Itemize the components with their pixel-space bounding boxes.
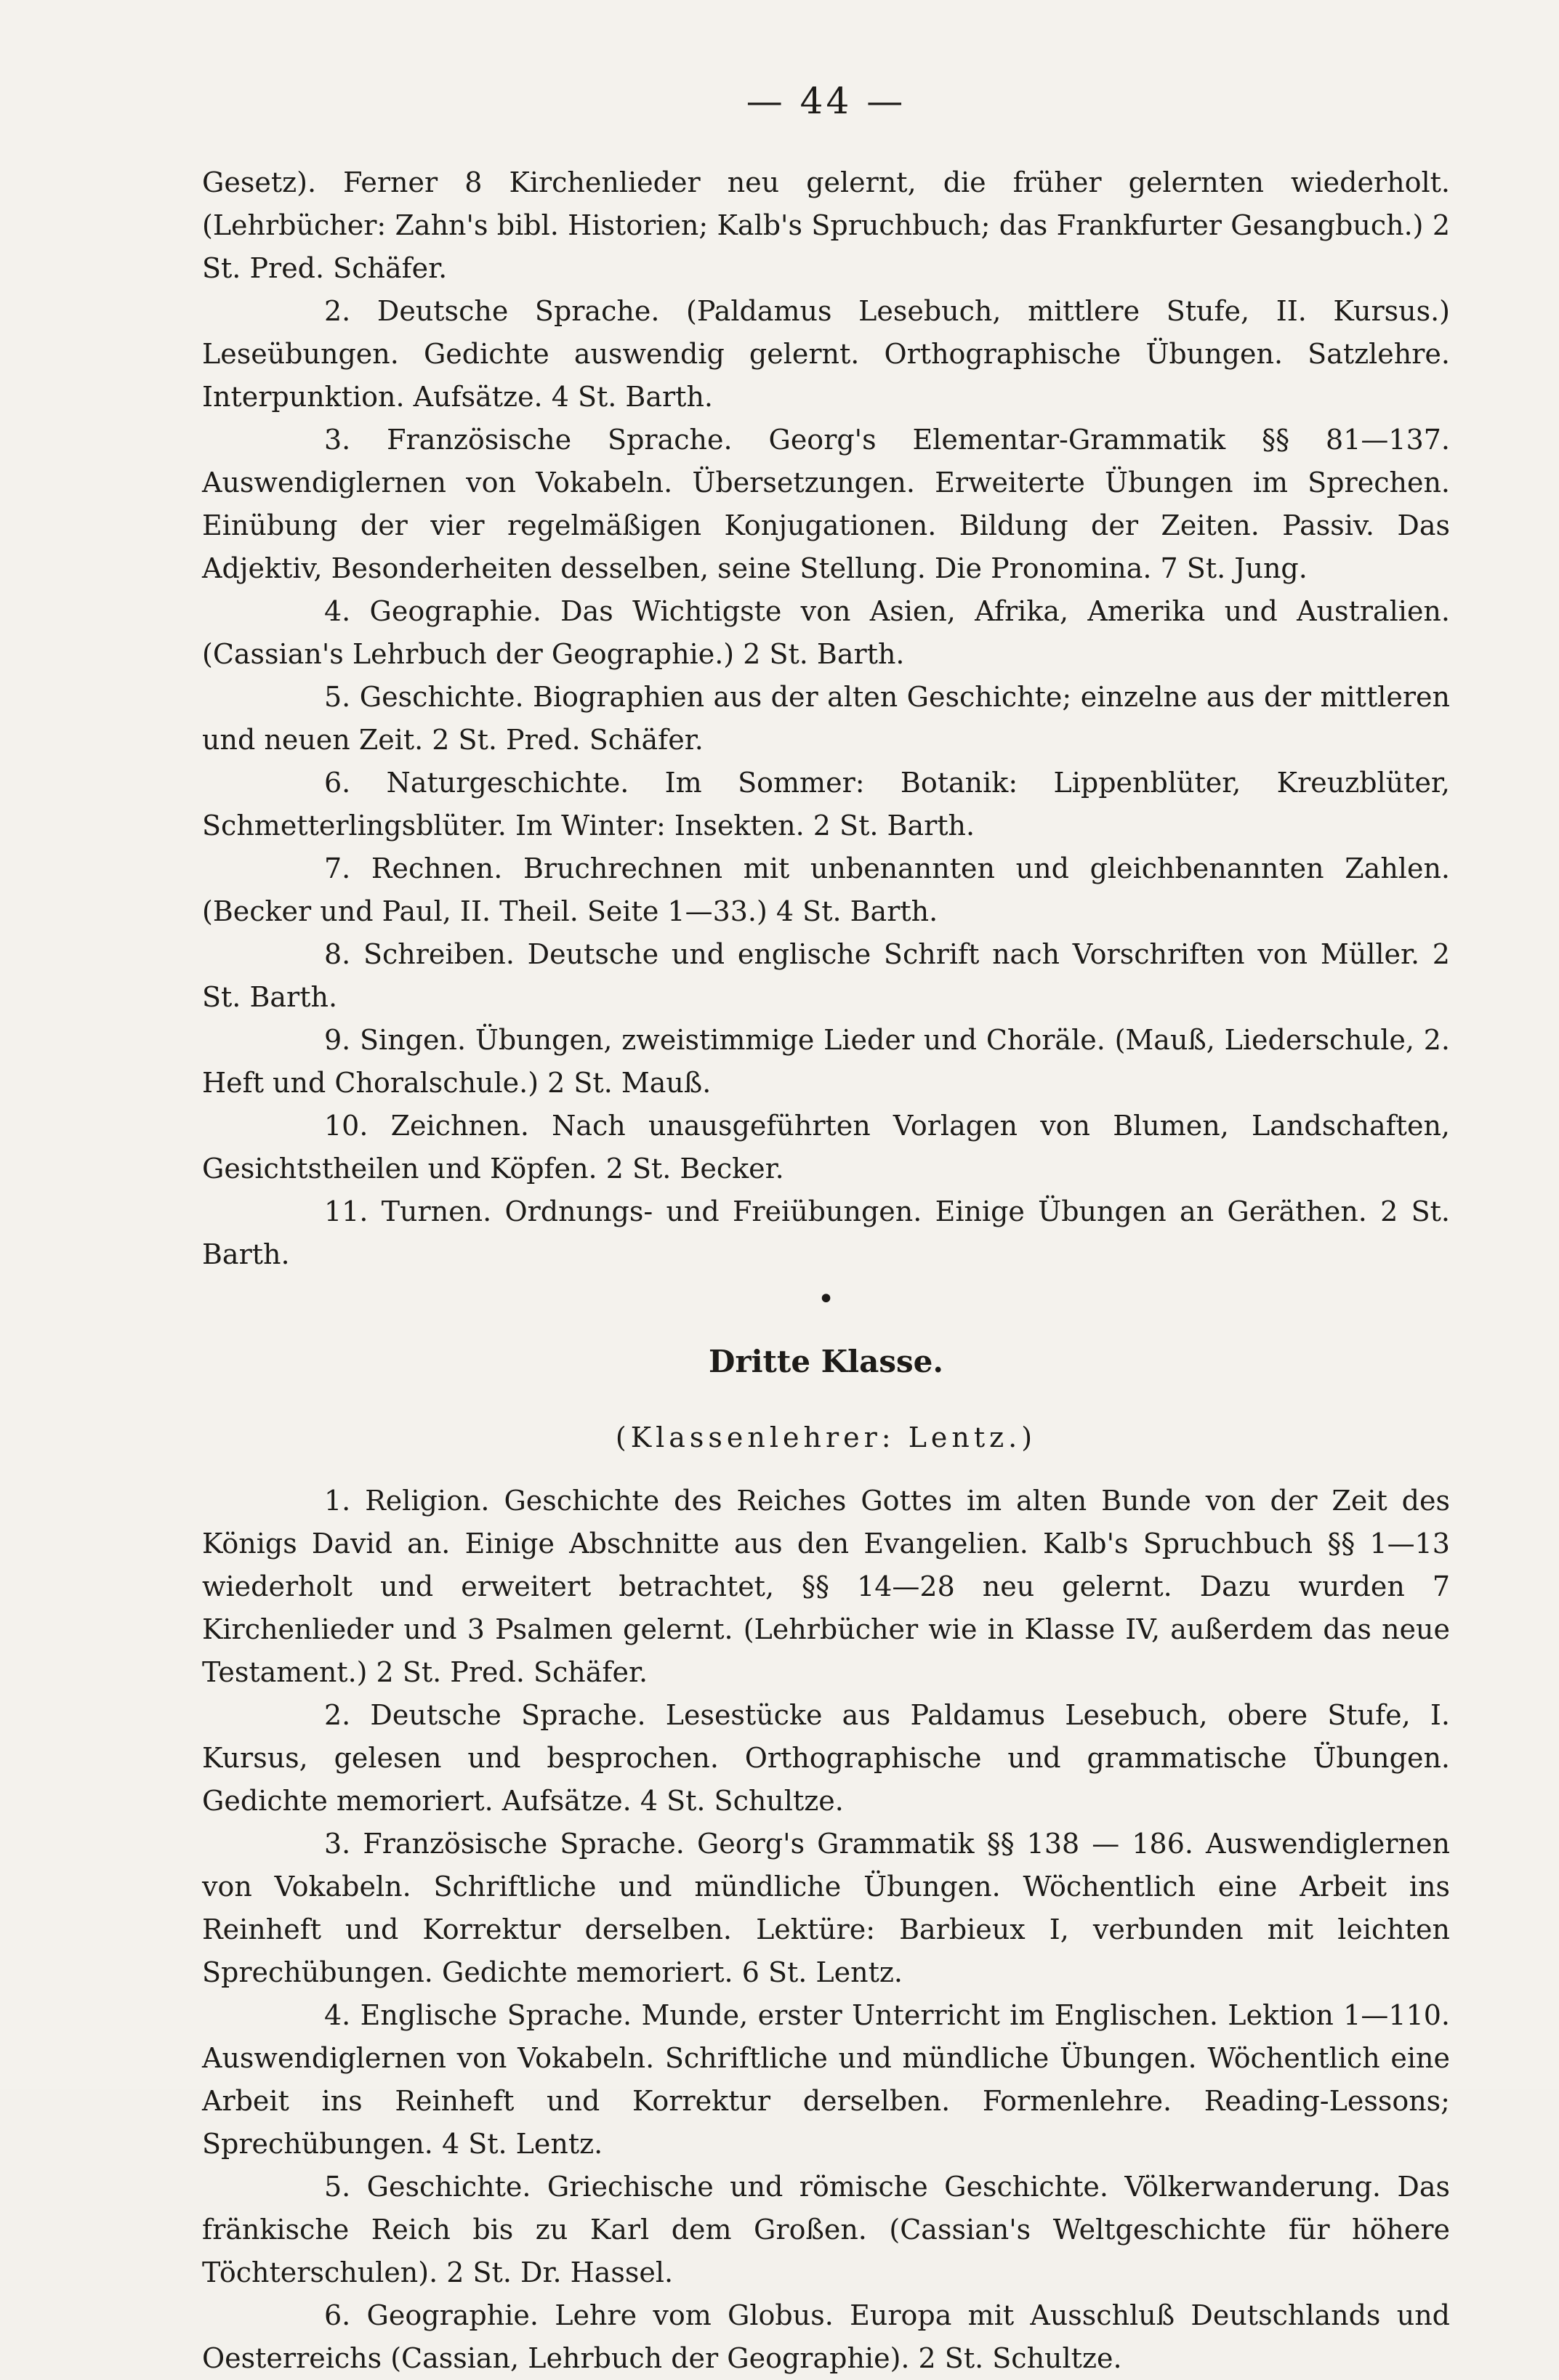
paragraph-franzoesische-sprache-iii: 3. Französische Sprache. Georg's Grammatik §§ 138 — 186. Auswendiglernen von Vokabeln. Schriftliche und mündliche Übungen. Wöchentlich eine Arbeit ins Reinheft und Korrektur derselben. Lektüre: Barbieux I, verbunden mit leichten Sprechübungen. Gedichte memoriert. 6 St. Lentz. bbox=[202, 1828, 1450, 1988]
paragraph-deutsche-sprache-iii: 2. Deutsche Sprache. Lesestücke aus Paldamus Lesebuch, obere Stufe, I. Kursus, gelesen und besprochen. Orthographische und grammatische Übungen. Gedichte memoriert. Aufsätze. 4 St. Schultze. bbox=[202, 1699, 1450, 1817]
paragraph-franzoesische-sprache: 3. Französische Sprache. Georg's Elementar-Grammatik §§ 81—137. Auswendiglernen von Vokabeln. Übersetzungen. Erweiterte Übungen im Sprechen. Einübung der vier regelmäßigen Konjugationen. Bildung der Zeiten. Passiv. Das Adjektiv, Besonderheiten desselben, seine Stellung. Die Pronomina. 7 St. Jung. bbox=[202, 424, 1450, 584]
paragraph-geographie-iii: 6. Geographie. Lehre vom Globus. Europa mit Ausschluß Deutschlands und Oesterreichs (Cassian, Lehrbuch der Geographie). 2 St. Schultze. bbox=[202, 2299, 1450, 2374]
section-title: Dritte Klasse. bbox=[709, 1344, 943, 1379]
paragraph-geographie: 4. Geographie. Das Wichtigste von Asien, Afrika, Amerika und Australien. (Cassian's Lehrbuch der Geographie.) 2 St. Barth. bbox=[202, 595, 1450, 670]
paragraph-geschichte-iii: 5. Geschichte. Griechische und römische Geschichte. Völkerwanderung. Das fränkische Reich bis zu Karl dem Großen. (Cassian's Weltgeschichte für höhere Töchterschulen). 2 St. Dr. Hassel. bbox=[202, 2171, 1450, 2288]
class-teacher: (Klassenlehrer: Lentz.) bbox=[615, 1421, 1037, 1453]
bottom-section bbox=[202, 1480, 1450, 2380]
paragraph-englische-sprache: 4. Englische Sprache. Munde, erster Unterricht im Englischen. Lektion 1—110. Auswendiglernen von Vokabeln. Schriftliche und mündliche Übungen. Wöchentlich eine Arbeit ins Reinheft und Korrektur derselben. Formenlehre. Reading-Lessons; Sprechübungen. 4 St. Lentz. bbox=[202, 1999, 1450, 2160]
top-section bbox=[202, 161, 1450, 1276]
paragraph-schreiben: 8. Schreiben. Deutsche und englische Schrift nach Vorschriften von Müller. 2 St. Barth. bbox=[202, 938, 1450, 1013]
paragraph-turnen: 11. Turnen. Ordnungs- und Freiübungen. Einige Übungen an Geräthen. 2 St. Barth. bbox=[202, 1195, 1450, 1270]
paragraph-singen: 9. Singen. Übungen, zweistimmige Lieder und Choräle. (Mauß, Liederschule, 2. Heft und Choralschule.) 2 St. Mauß. bbox=[202, 1024, 1450, 1099]
paragraph-rechnen: 7. Rechnen. Bruchrechnen mit unbenannten und gleichbenannten Zahlen. (Becker und Paul, II. Theil. Seite 1—33.) 4 St. Barth. bbox=[202, 852, 1450, 927]
paragraph-deutsche-sprache: 2. Deutsche Sprache. (Paldamus Lesebuch, mittlere Stufe, II. Kursus.) Leseübungen. Gedichte auswendig gelernt. Orthographische Übungen. Satzlehre. Interpunktion. Aufsätze. 4 St. Barth. bbox=[202, 295, 1450, 413]
section-separator: • bbox=[817, 1283, 835, 1316]
paragraph-zeichnen: 10. Zeichnen. Nach unausgeführten Vorlagen von Blumen, Landschaften, Gesichtstheilen und Köpfen. 2 St. Becker. bbox=[202, 1110, 1450, 1185]
paragraph-religion-continued: Gesetz). Ferner 8 Kirchenlieder neu gelernt, die früher gelernten wiederholt. (Lehrbücher: Zahn's bibl. Historien; Kalb's Spruchbuch; das Frankfurter Gesangbuch.) 2 St. Pred. Schäfer. bbox=[202, 166, 1450, 284]
paragraph-naturgeschichte: 6. Naturgeschichte. Im Sommer: Botanik: Lippenblüter, Kreuzblüter, Schmetterlingsblüter. Im Winter: Insekten. 2 St. Barth. bbox=[202, 767, 1450, 842]
paragraph-religion: 1. Religion. Geschichte des Reiches Gottes im alten Bunde von der Zeit des Königs David an. Einige Abschnitte aus den Evangelien. Kalb's Spruchbuch §§ 1—13 wiederholt und erweitert betrachtet, §§ 14—28 neu gelernt. Dazu wurden 7 Kirchenlieder und 3 Psalmen gelernt. (Lehrbücher wie in Klasse IV, außerdem das neue Testament.) 2 St. Pred. Schäfer. bbox=[202, 1485, 1450, 1688]
page-number: — 44 — bbox=[746, 80, 906, 122]
paragraph-geschichte: 5. Geschichte. Biographien aus der alten Geschichte; einzelne aus der mittleren und neuen Zeit. 2 St. Pred. Schäfer. bbox=[202, 681, 1450, 756]
